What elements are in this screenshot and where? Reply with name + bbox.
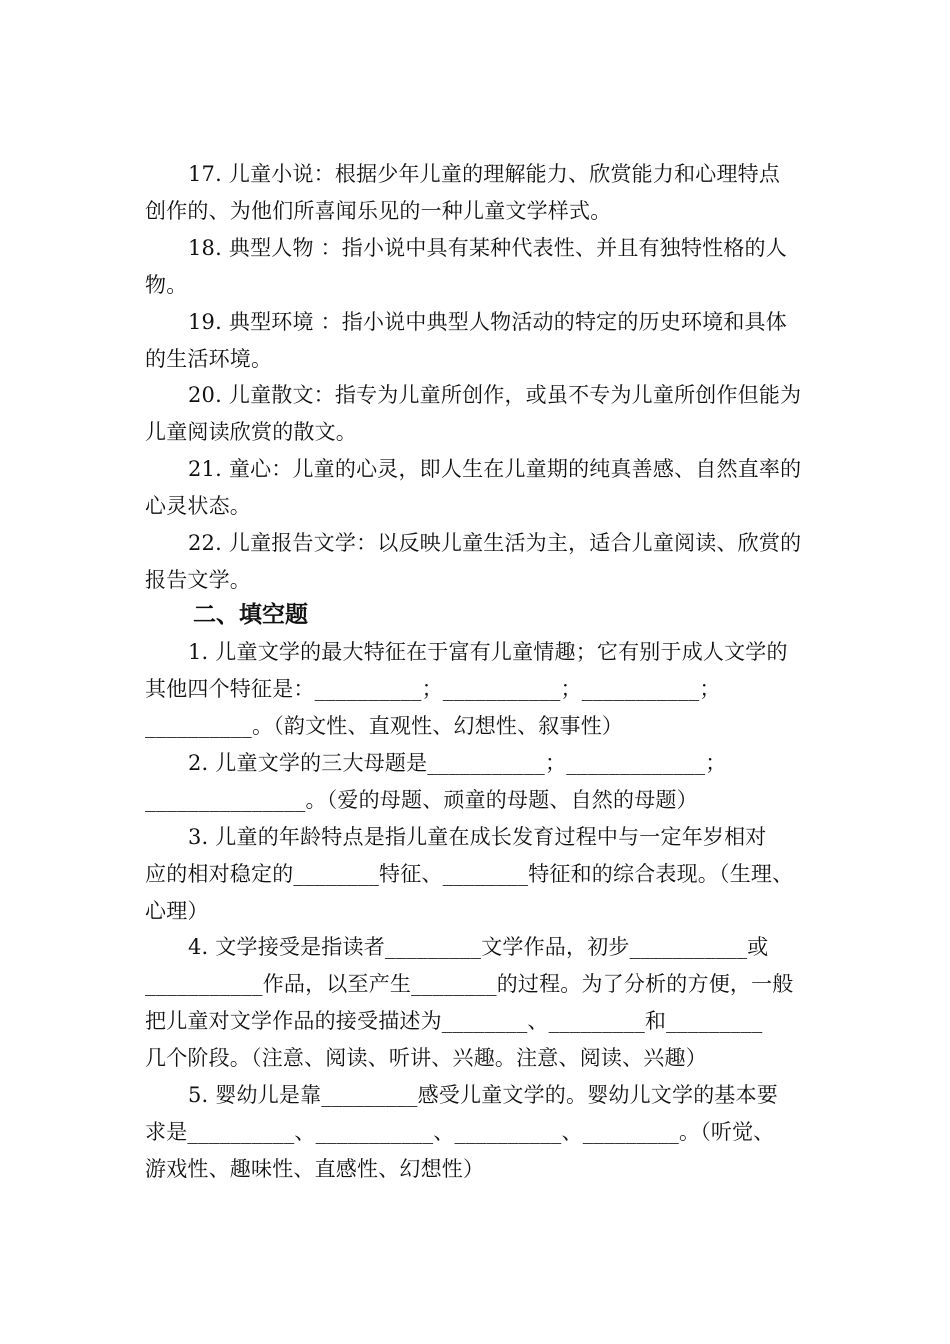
definition-20-line-2: 儿童阅读欣赏的散文。 <box>145 420 357 444</box>
question-1-line-1: 1. 儿童文学的最大特征在于富有儿童情趣；它有别于成人文学的 <box>188 640 788 664</box>
definition-20-line-1: 20. 儿童散文：指专为儿童所创作，或虽不专为儿童所创作但能为 <box>188 383 802 407</box>
definition-17-line-1: 17. 儿童小说：根据少年儿童的理解能力、欣赏能力和心理特点 <box>188 162 781 186</box>
definition-19-line-2: 的生活环境。 <box>145 347 273 371</box>
definition-22-line-1: 22. 儿童报告文学：以反映儿童生活为主，适合儿童阅读、欣赏的 <box>188 531 802 555</box>
question-5-line-2: 求是__________、___________、__________、_________。（听觉、 <box>145 1120 775 1144</box>
question-5-line-3: 游戏性、趣味性、直感性、幻想性） <box>145 1157 485 1181</box>
question-5-line-1: 5. 婴幼儿是靠_________感受儿童文学的。婴幼儿文学的基本要 <box>188 1083 779 1107</box>
question-4-line-2: ___________作品，以至产生________的过程。为了分析的方便，一般 <box>145 972 794 996</box>
question-3-line-3: 心理） <box>145 899 209 923</box>
definition-21-line-2: 心灵状态。 <box>145 494 251 518</box>
question-1-line-2: 其他四个特征是：__________；___________；___________； <box>145 677 721 701</box>
question-3-line-1: 3. 儿童的年龄特点是指儿童在成长发育过程中与一定年岁相对 <box>188 825 767 849</box>
question-4-line-4: 几个阶段。（注意、阅读、听讲、兴趣。注意、阅读、兴趣） <box>145 1046 707 1070</box>
definition-19-line-1: 19. 典型环境 ：指小说中典型人物活动的特定的历史环境和具体 <box>188 310 787 334</box>
definition-22-line-2: 报告文学。 <box>145 568 251 592</box>
definition-17-line-2: 创作的、为他们所喜闻乐见的一种儿童文学样式。 <box>145 199 612 223</box>
question-3-line-2: 应的相对稳定的________特征、________特征和的综合表现。（生理、 <box>145 862 794 886</box>
question-4-line-1: 4. 文学接受是指读者_________文学作品，初步___________或 <box>188 935 769 959</box>
question-2-line-2: _______________。（爱的母题、顽童的母题、自然的母题） <box>145 788 698 812</box>
question-1-line-3: __________。（韵文性、直观性、幻想性、叙事性） <box>145 714 624 738</box>
definition-18-line-1: 18. 典型人物 ：指小说中具有某种代表性、并且有独特性格的人 <box>188 236 787 260</box>
section-title: 二、填空题 <box>193 602 308 628</box>
definition-18-line-2: 物。 <box>145 273 188 297</box>
question-4-line-3: 把儿童对文学作品的接受描述为________、_________和_________ <box>145 1009 763 1033</box>
definition-21-line-1: 21. 童心：儿童的心灵，即人生在儿童期的纯真善感、自然直率的 <box>188 457 802 481</box>
question-2-line-1: 2. 儿童文学的三大母题是___________；_____________； <box>188 751 727 775</box>
